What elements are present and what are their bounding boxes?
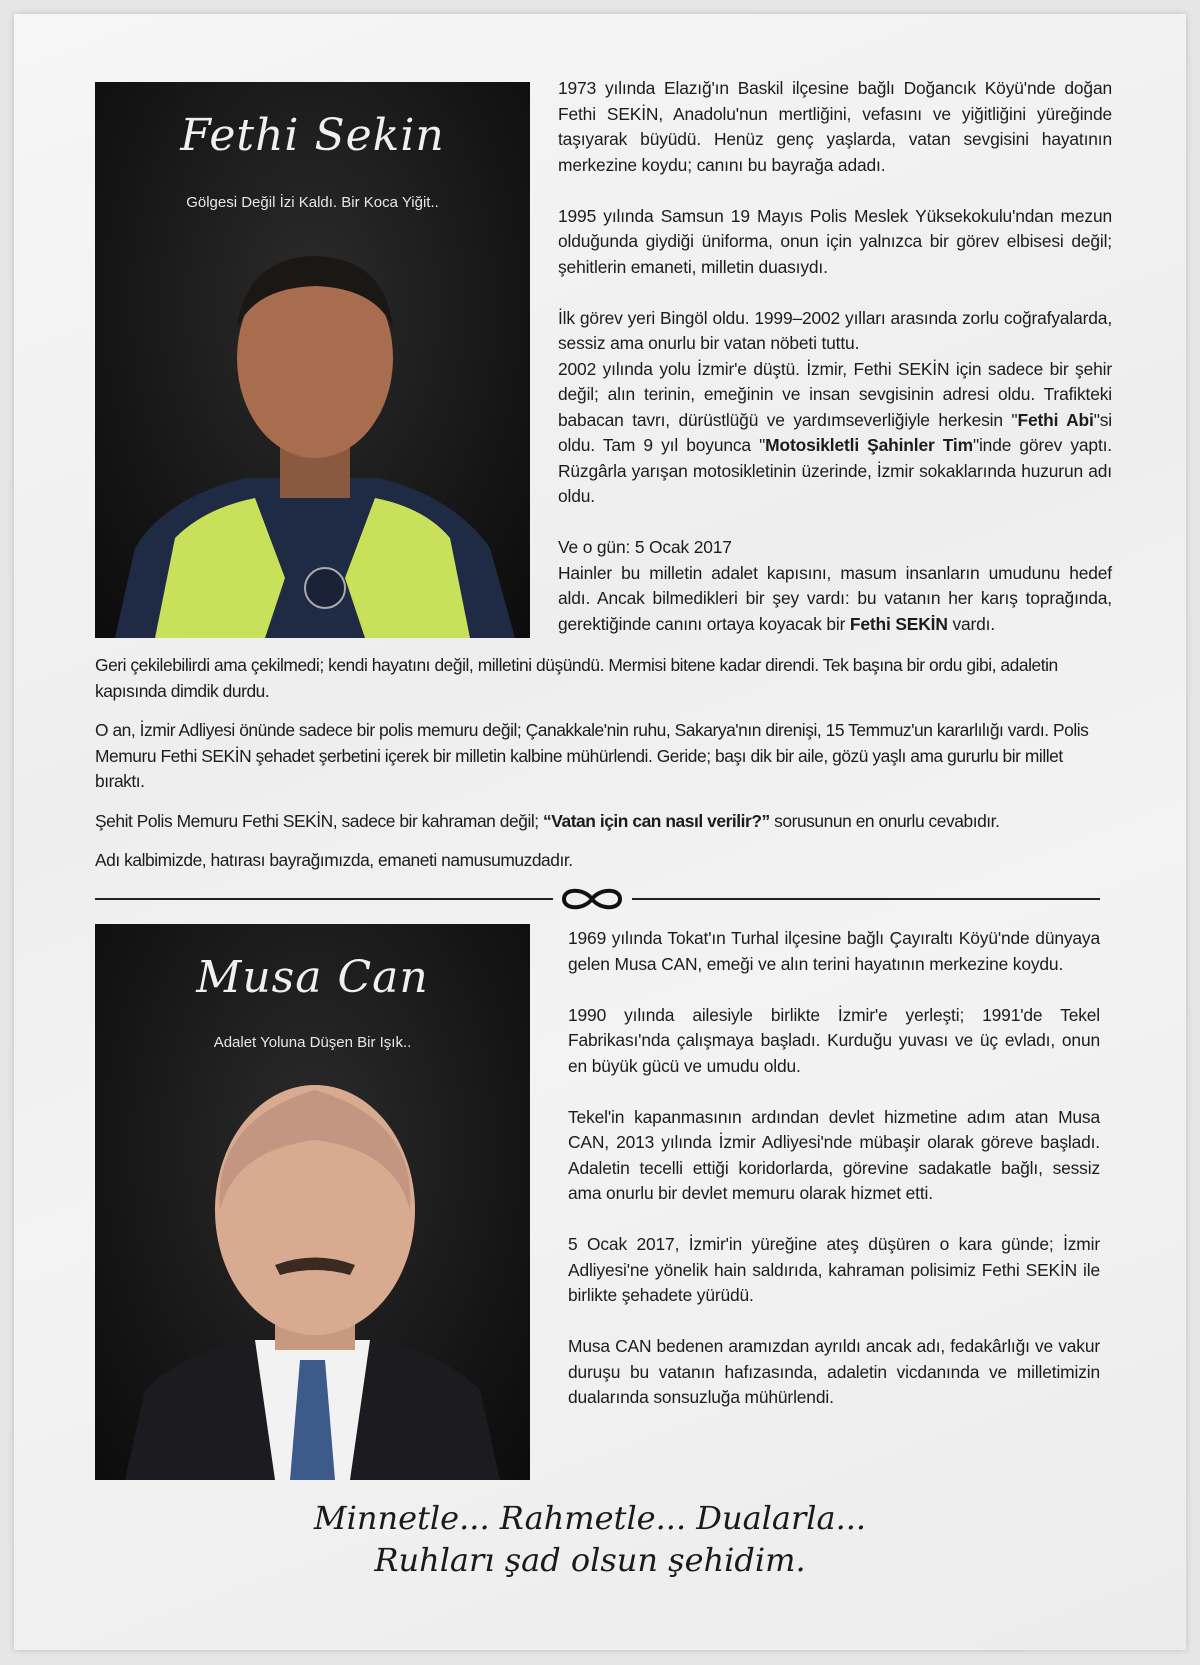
full-paragraph: Geri çekilebilirdi ama çekilmedi; kendi hayatını değil, milletini düşündü. Mermisi bitene kadar direndi. Tek başına bir ordu gibi, adaletin kapısında dimdik durdu. bbox=[95, 655, 1058, 701]
closing-script-line-1: Minnetle... Rahmetle... Dualarla... bbox=[313, 1499, 867, 1537]
bio-paragraph: 1973 yılında Elazığ'ın Baskil ilçesine bağlı Doğancık Köyü'nde doğan Fethi SEKİN, Anadolu'nun mertliğini, vefasını ve yiğitliğini yüreğinde taşıyarak büyüdü. Henüz genç yaşlarda, vatan sevgisini hayatının merkezine koydu; canını bu bayrağa adadı. bbox=[558, 78, 1112, 175]
closing-script-line-2: Ruhları şad olsun şehidim. bbox=[374, 1541, 806, 1579]
musa-can-biography bbox=[568, 926, 1100, 1436]
text: "inde görev yaptı. Rüzgârla yarışan motosikletinin üzerinde, İzmir sokaklarında huzurun adı oldu. bbox=[558, 435, 1112, 506]
bio-paragraph bbox=[558, 535, 1112, 637]
fethi-sekin-full-text bbox=[95, 653, 1113, 888]
quote: “Vatan için can nasıl verilir?” bbox=[543, 810, 770, 831]
bio-paragraph: İlk görev yeri Bingöl oldu. 1999–2002 yılları arasında zorlu coğrafyalarda, sessiz ama onurlu bir vatan nöbeti tuttu. bbox=[558, 307, 1112, 353]
text: vardı. bbox=[947, 613, 996, 634]
fethi-sekin-biography bbox=[558, 76, 1112, 637]
portrait-fethi-sekin bbox=[95, 82, 530, 638]
bold-text: Fethi SEKİN bbox=[849, 613, 948, 634]
bio-paragraph: Musa CAN bedenen aramızdan ayrıldı ancak adı, fedakârlığı ve vakur duruşu bu vatanın hafızasında, adaletin vicdanında ve milletimizin dualarında sonsuzluğa mühürlendi. bbox=[568, 1336, 1100, 1407]
portrait-name: Fethi Sekin bbox=[180, 110, 445, 161]
text: Hainler bu milletin adalet kapısını, masum insanların umudunu hedef aldı. Ancak bilmedikleri bir şey vardı: bu vatanın her karış toprağında, gerektiğinde canını ortaya koyacak bir bbox=[558, 562, 1112, 634]
full-paragraph: O an, İzmir Adliyesi önünde sadece bir polis memuru değil; Çanakkale'nin ruhu, Sakarya'nın direnişi, 15 Temmuz'un kararlılığı vardı. Polis Memuru Fethi SEKİN şehadet şerbetini içerek bir milletin kalbine mühürlendi. Geride; başı dik bir aile, gözü yaşlı ama gururlu bir millet bıraktı. bbox=[95, 720, 1089, 791]
bio-paragraph: 1969 yılında Tokat'ın Turhal ilçesine bağlı Çayıraltı Köyü'nde dünyaya gelen Musa CAN, emeği ve alın terini hayatının merkezine koydu. bbox=[568, 928, 1100, 974]
bio-paragraph: 1995 yılında Samsun 19 Mayıs Polis Meslek Yüksekokulu'ndan mezun olduğunda giydiği üniforma, onun için yalnızca bir görev elbisesi değil; şehitlerin emaneti, milletin duasıydı. bbox=[558, 205, 1112, 277]
bio-paragraph: Tekel'in kapanmasının ardından devlet hizmetine adım atan Musa CAN, 2013 yılında İzmir Adliyesi'nde mübaşir olarak göreve başladı. Adaletin tecelli ettiği koridorlarda, görevine sadakatle bağlı, sessiz ama onurlu bir devlet memuru olarak hizmet etti. bbox=[568, 1106, 1100, 1203]
text: sorusunun en onurlu cevabıdır. bbox=[769, 810, 1000, 831]
divider-line bbox=[632, 898, 1100, 900]
portrait-musa-can bbox=[95, 924, 530, 1480]
text: "si oldu. Tam 9 yıl boyunca " bbox=[558, 409, 1113, 455]
infinity-icon bbox=[556, 884, 628, 914]
portrait-tagline: Adalet Yoluna Düşen Bir Işık.. bbox=[213, 1034, 412, 1051]
bold-text: Fethi Abi bbox=[1017, 409, 1094, 430]
portrait-tagline: Gölgesi Değil İzi Kaldı. Bir Koca Yiğit.. bbox=[186, 194, 439, 211]
police-officer-painting bbox=[95, 218, 530, 638]
text: 2002 yılında yolu İzmir'e düştü. İzmir, Fethi SEKİN için sadece bir şehir değil; alın terinin, emeğinin ve insan sevgisinin adresi oldu. Trafikteki babacan tavrı, dürüstlüğü ve yardımseverliğiyle herkesin " bbox=[558, 358, 1112, 430]
bio-paragraph: 1990 yılında ailesiyle birlikte İzmir'e yerleşti; 1991'de Tekel Fabrikası'nda çalışmaya başladı. Kurduğu yuvası ve üç evladı, onun en büyük gücü ve umudu oldu. bbox=[568, 1004, 1100, 1076]
bold-text: Motosikletli Şahinler Tim bbox=[765, 435, 973, 455]
divider-line bbox=[95, 898, 553, 900]
text: Şehit Polis Memuru Fethi SEKİN, sadece bir kahraman değil; bbox=[95, 810, 544, 831]
man-painting bbox=[95, 1060, 530, 1480]
bio-paragraph bbox=[558, 357, 1112, 510]
portrait-name: Musa Can bbox=[196, 952, 429, 1003]
closing-line: Adı kalbimizde, hatırası bayrağımızda, emaneti namusumuzdadır. bbox=[95, 850, 573, 870]
date-line: Ve o gün: 5 Ocak 2017 bbox=[558, 537, 732, 557]
quote-paragraph bbox=[95, 809, 1113, 835]
bio-paragraph: 5 Ocak 2017, İzmir'in yüreğine ateş düşüren o kara günde; İzmir Adliyesi'ne yönelik hain saldırıda, kahraman polisimiz Fethi SEKİN ile birlikte şehadete yürüdü. bbox=[568, 1234, 1100, 1305]
